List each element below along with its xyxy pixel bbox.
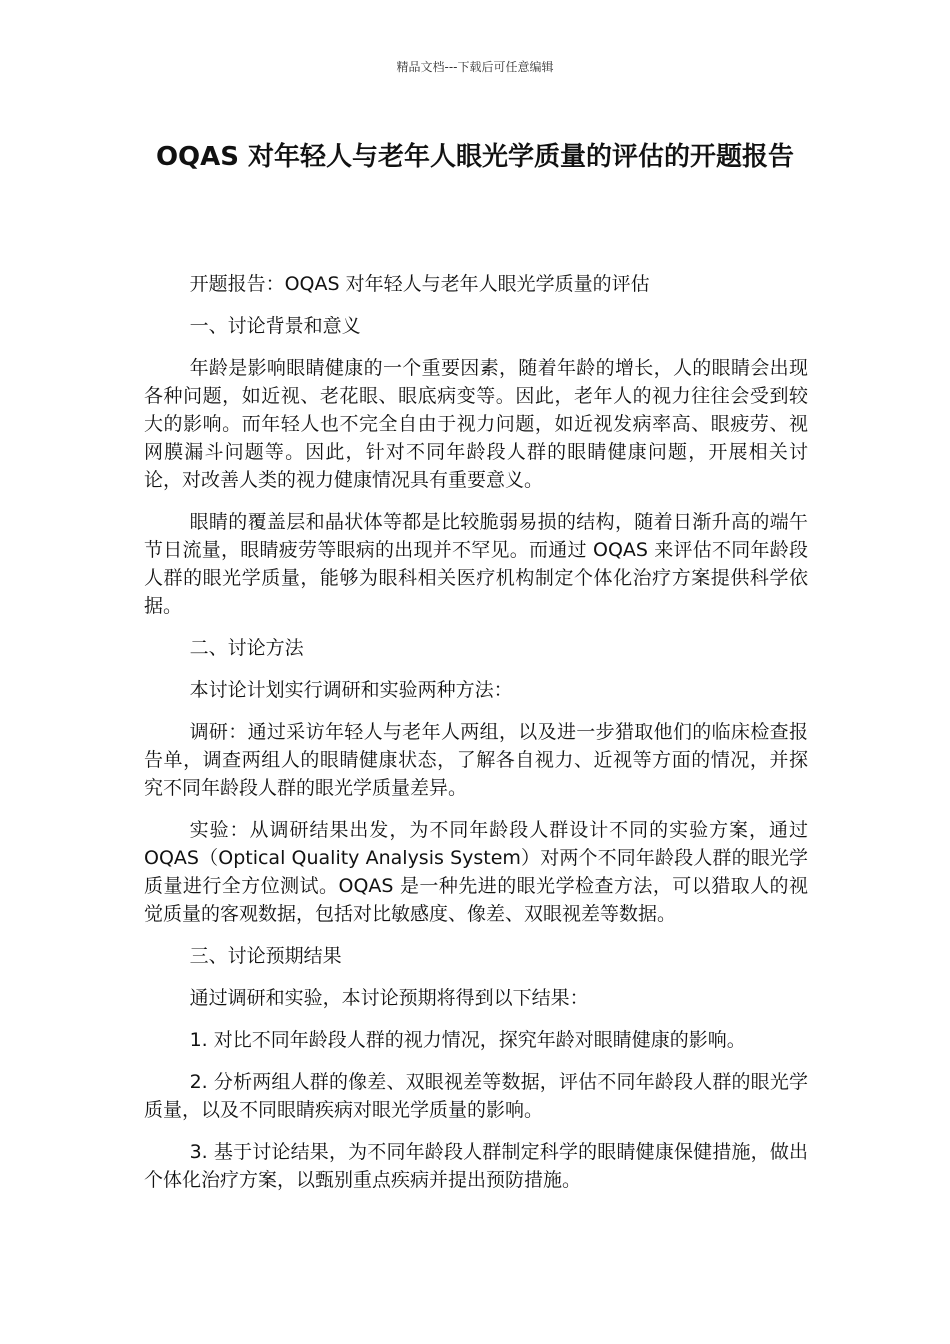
paragraph-methods-survey: 调研：通过采访年轻人与老年人两组，以及进一步猎取他们的临床检查报告单，调查两组人的眼睛健康状态，了解各自视力、近视等方面的情况，并探究不同年龄段人群的眼光学质量差异。 bbox=[144, 721, 808, 799]
paragraph-background-1: 年龄是影响眼睛健康的一个重要因素，随着年龄的增长，人的眼睛会出现各种问题，如近视、老花眼、眼底病变等。因此，老年人的视力往往会受到较大的影响。而年轻人也不完全自由于视力问题，如近视发病率高、眼疲劳、视网膜漏斗问题等。因此，针对不同年龄段人群的眼睛健康问题，开展相关讨论，对改善人类的视力健康情况具有重要意义。 bbox=[144, 357, 808, 491]
paragraph-methods-intro: 本讨论计划实行调研和实验两种方法： bbox=[189, 679, 513, 701]
document-body bbox=[144, 270, 808, 1208]
document-title: OQAS 对年轻人与老年人眼光学质量的评估的开题报告 bbox=[155, 142, 795, 172]
section-heading-background: 一、讨论背景和意义 bbox=[189, 315, 361, 337]
header-note: 精品文档---下载后可任意编辑 bbox=[396, 60, 554, 74]
paragraph-background-2: 眼睛的覆盖层和晶状体等都是比较脆弱易损的结构，随着日渐升高的端午节日流量，眼睛疲劳等眼病的出现并不罕见。而通过 OQAS 来评估不同年龄段人群的眼光学质量，能够为眼科相关医疗机构制定个体化治疗方案提供科学依据。 bbox=[144, 511, 808, 617]
section-heading-methods: 二、讨论方法 bbox=[189, 637, 304, 659]
paragraph-methods-experiment: 实验：从调研结果出发，为不同年龄段人群设计不同的实验方案，通过 OQAS（Optical Quality Analysis System）对两个不同年龄段人群的眼光学质量进行全方位测试。OQAS 是一种先进的眼光学检查方法，可以猎取人的视觉质量的客观数据，包括对比敏感度、像差、双眼视差等数据。 bbox=[144, 819, 808, 925]
list-item-result-3: 3. 基于讨论结果，为不同年龄段人群制定科学的眼睛健康保健措施，做出个体化治疗方案，以甄别重点疾病并提出预防措施。 bbox=[144, 1141, 808, 1191]
list-item-result-2: 2. 分析两组人群的像差、双眼视差等数据，评估不同年龄段人群的眼光学质量，以及不同眼睛疾病对眼光学质量的影响。 bbox=[144, 1071, 808, 1121]
section-heading-results: 三、讨论预期结果 bbox=[189, 945, 342, 967]
list-item-result-1: 1. 对比不同年龄段人群的视力情况，探究年龄对眼睛健康的影响。 bbox=[189, 1029, 746, 1051]
paragraph-results-intro: 通过调研和实验，本讨论预期将得到以下结果： bbox=[189, 987, 589, 1009]
report-subtitle: 开题报告：OQAS 对年轻人与老年人眼光学质量的评估 bbox=[189, 273, 650, 295]
